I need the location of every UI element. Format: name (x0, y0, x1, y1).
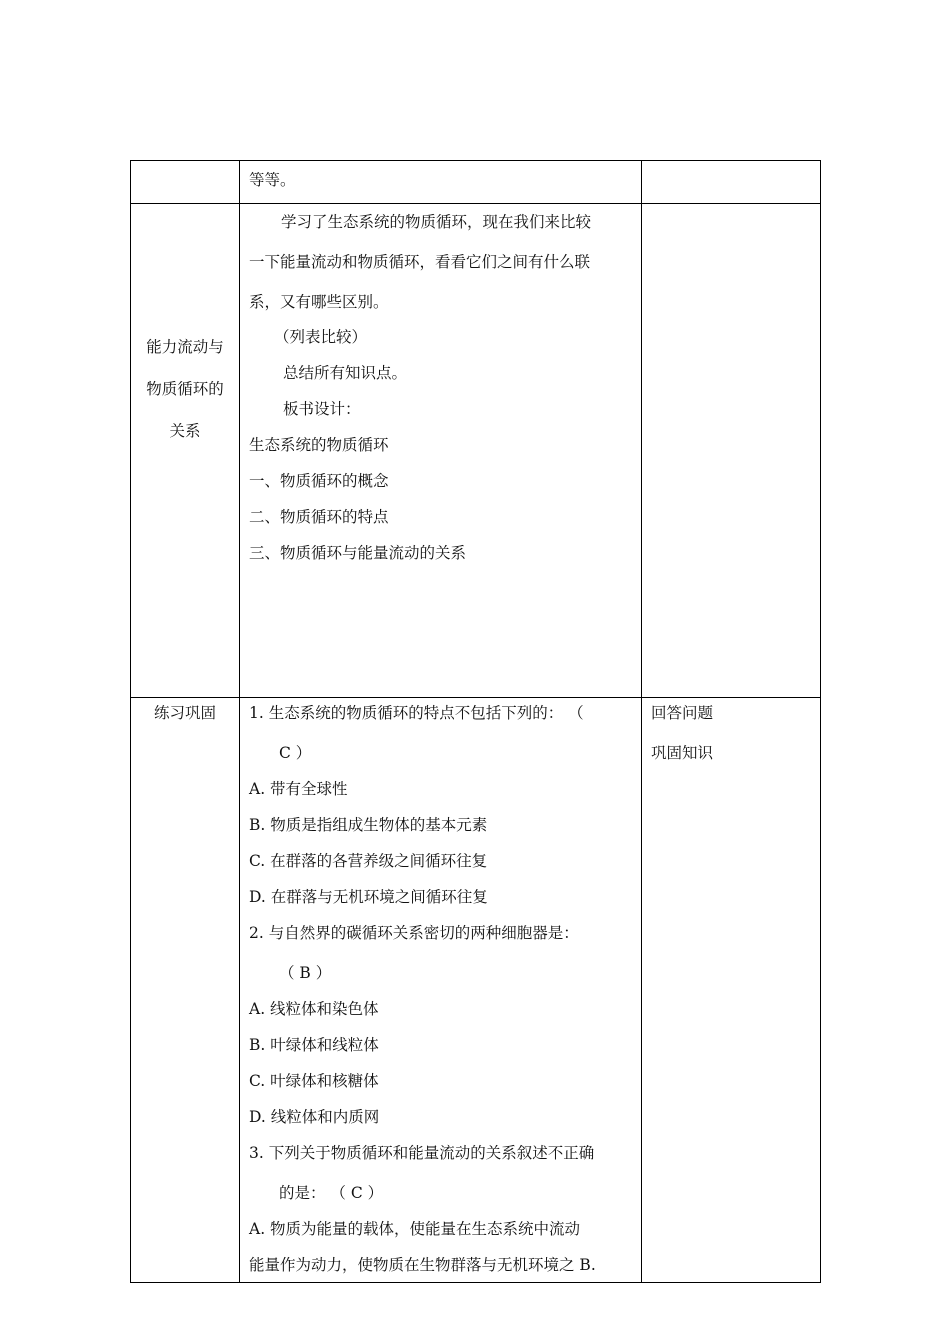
section-title-line: 物质循环的 (146, 380, 224, 398)
board-line: 二、物质循环的特点 (249, 508, 389, 526)
row1-text: 等等。 (249, 171, 296, 189)
row3-exercise-cell (240, 698, 642, 1283)
table-row (131, 698, 821, 1283)
section-title-line: 关系 (169, 422, 201, 440)
paragraph-line: 学习了生态系统的物质循环，现在我们来比较 (281, 213, 592, 231)
board-line: 三、物质循环与能量流动的关系 (249, 544, 467, 562)
row1-col2-cell (240, 161, 642, 204)
lesson-plan-table (130, 160, 821, 1283)
question-1-answer: C ） (279, 744, 312, 762)
row2-col3-cell (642, 204, 821, 698)
note-line: 回答问题 (651, 704, 714, 722)
row3-notes-cell (642, 698, 821, 1283)
question-2-option: B. 叶绿体和线粒体 (249, 1036, 379, 1054)
question-3-stem-continued: 的是： （ C ） (279, 1184, 384, 1202)
text-line: （列表比较） (274, 328, 368, 346)
question-2-option: C. 叶绿体和核糖体 (249, 1072, 379, 1090)
text-line: 总结所有知识点。 (283, 364, 408, 382)
table-row (131, 204, 821, 698)
paragraph-line: 一下能量流动和物质循环，看看它们之间有什么联 (249, 253, 591, 271)
paragraph-line: 系，又有哪些区别。 (249, 293, 389, 311)
row1-col3-cell (642, 161, 821, 204)
row2-section-title-cell (131, 204, 240, 698)
question-2-answer: （ B ） (279, 964, 332, 982)
question-1-option: B. 物质是指组成生物体的基本元素 (249, 816, 488, 834)
question-2-option: D. 线粒体和内质网 (249, 1108, 380, 1126)
board-line: 生态系统的物质循环 (249, 436, 389, 454)
question-1-option: A. 带有全球性 (249, 780, 348, 798)
question-2-option: A. 线粒体和染色体 (249, 1000, 379, 1018)
question-1-option: D. 在群落与无机环境之间循环往复 (249, 888, 488, 906)
board-line: 一、物质循环的概念 (249, 472, 389, 490)
question-2-stem: 2. 与自然界的碳循环关系密切的两种细胞器是： (249, 924, 579, 942)
note-line: 巩固知识 (651, 744, 714, 762)
row2-content-cell (240, 204, 642, 698)
question-3-option: A. 物质为能量的载体，使能量在生态系统中流动 (249, 1220, 581, 1238)
question-3-stem: 3. 下列关于物质循环和能量流动的关系叙述不正确 (249, 1144, 595, 1162)
question-1-stem: 1. 生态系统的物质循环的特点不包括下列的： （ (249, 704, 584, 722)
section-title-line: 能力流动与 (146, 338, 224, 356)
question-3-option: 能量作为动力，使物质在生物群落与无机环境之 B. (249, 1256, 596, 1274)
question-1-option: C. 在群落的各营养级之间循环往复 (249, 852, 488, 870)
row1-col1-cell (131, 161, 240, 204)
text-line: 板书设计： (283, 400, 361, 418)
row3-section-title-cell (131, 698, 240, 1283)
section-title: 练习巩固 (153, 704, 216, 722)
table-row (131, 161, 821, 204)
